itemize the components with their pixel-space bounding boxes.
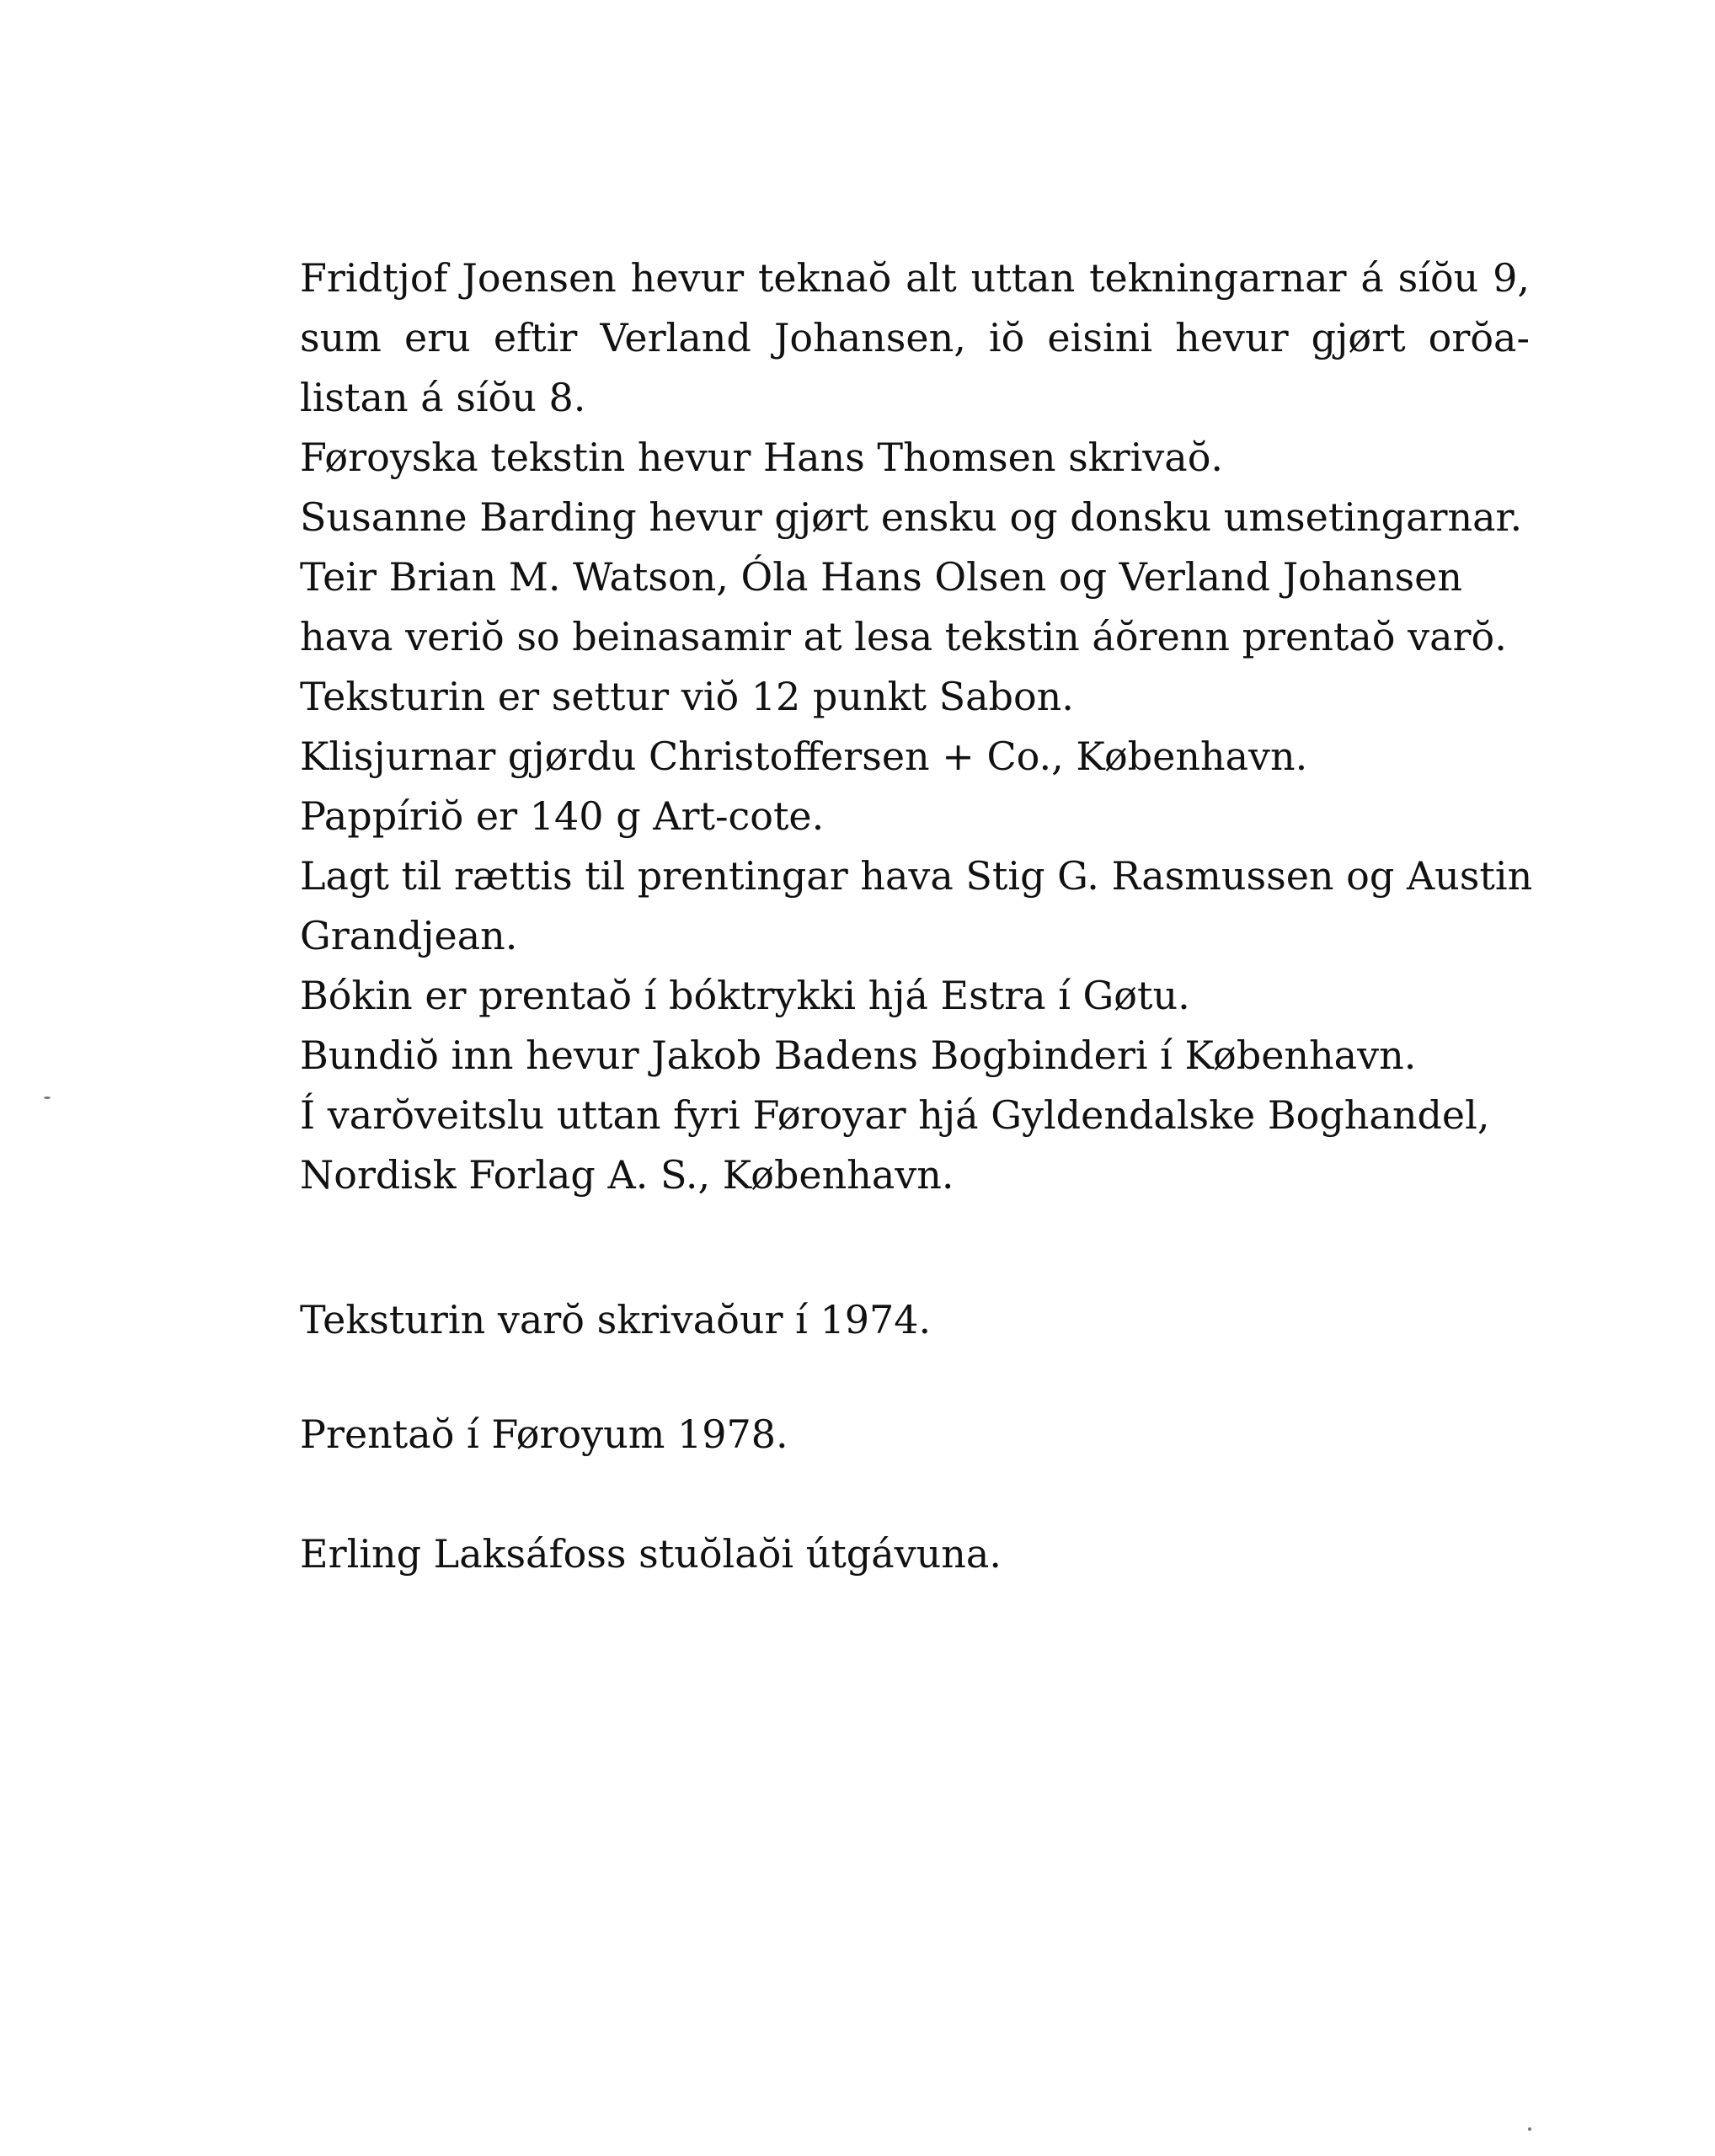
colophon-line: Nordisk Forlag A. S., København. [300, 1152, 954, 1198]
colophon-line: Í varŏveitslu uttan fyri Føroyar hjá Gyldendalske Boghandel, [300, 1092, 1490, 1138]
colophon-block [300, 248, 1533, 1205]
scan-speck [1528, 2127, 1531, 2131]
colophon-line: hava veriŏ so beinasamir at lesa tekstin áŏrenn prentaŏ varŏ. [300, 614, 1507, 659]
colophon-line: listan á síŏu 8. [300, 375, 586, 420]
scan-speck [44, 1097, 51, 1099]
colophon-line: Teksturin er settur viŏ 12 punkt Sabon. [300, 674, 1074, 719]
colophon-line: Susanne Barding hevur gjørt ensku og donsku umsetingarnar. [300, 494, 1523, 540]
colophon-line: Pappíriŏ er 140 g Art-cote. [300, 793, 825, 839]
colophon-line: Bundiŏ inn hevur Jakob Badens Bogbinderi í København. [300, 1033, 1417, 1078]
editor-note: Erling Laksáfoss stuŏlaŏi útgávuna. [300, 1531, 1002, 1577]
colophon-line: Teir Brian M. Watson, Óla Hans Olsen og Verland Johansen [300, 554, 1462, 600]
year-written-note: Teksturin varŏ skrivaŏur í 1974. [300, 1297, 932, 1342]
colophon-line: Grandjean. [300, 913, 518, 958]
printed-note: Prentaŏ í Føroyum 1978. [300, 1412, 788, 1457]
colophon-line: Klisjurnar gjørdu Christoffersen + Co., København. [300, 734, 1308, 779]
colophon-line: Fridtjof Joensen hevur teknaŏ alt uttan tekningarnar á síŏu 9, [300, 255, 1530, 301]
colophon-line: Bókin er prentaŏ í bóktrykki hjá Estra í Gøtu. [300, 973, 1190, 1018]
colophon-line: sum eru eftir Verland Johansen, iŏ eisini hevur gjørt orŏa- [300, 315, 1530, 360]
colophon-line: Føroyska tekstin hevur Hans Thomsen skrivaŏ. [300, 435, 1224, 480]
colophon-line: Lagt til rættis til prentingar hava Stig G. Rasmussen og Austin [300, 853, 1533, 899]
